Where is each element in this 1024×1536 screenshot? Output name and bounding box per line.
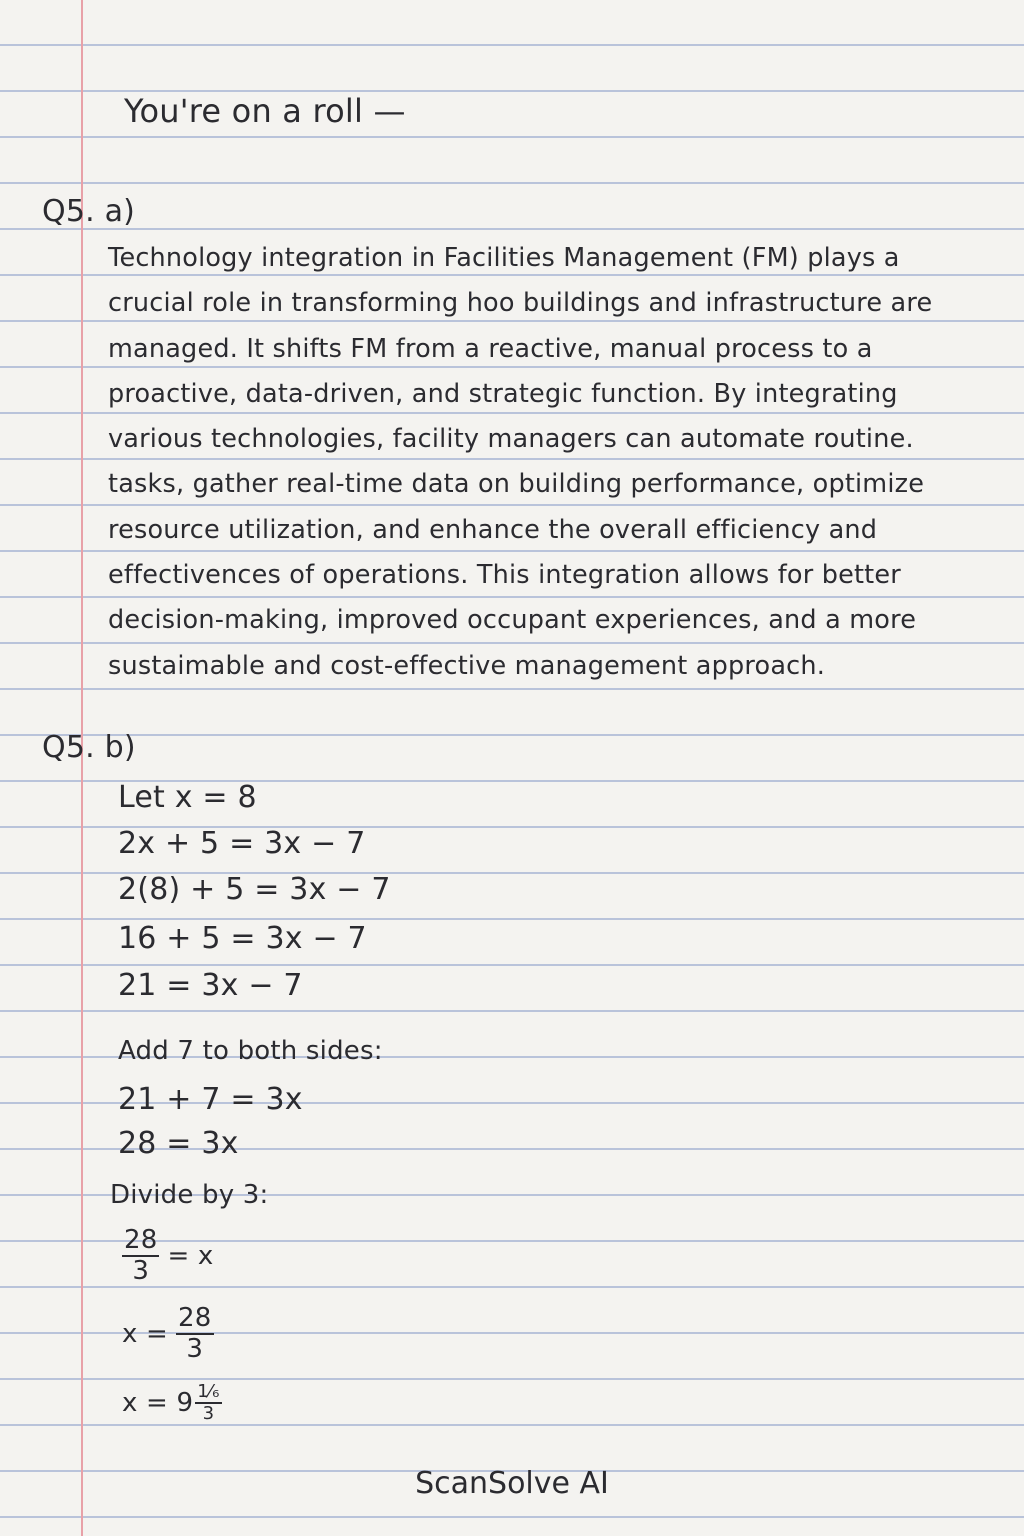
footer-brand: ScanSolve AI: [415, 1466, 609, 1501]
q5a-line: effectivences of operations. This integration allows for better: [108, 560, 901, 591]
math-step: 2(8) + 5 = 3x − 7: [118, 872, 391, 907]
q5a-line: various technologies, facility managers can automate routine.: [108, 424, 914, 455]
q5a-line: managed. It shifts FM from a reactive, manual process to a: [108, 333, 873, 364]
q5a-line: decision-making, improved occupant experiences, and a more: [108, 605, 917, 636]
divide-note: Divide by 3:: [110, 1180, 269, 1210]
fraction-denominator: 3: [202, 1402, 215, 1424]
math-step: 28 = 3x: [118, 1126, 239, 1161]
header-note: You're on a roll —: [124, 92, 406, 130]
q5b-label: Q5. b): [42, 730, 136, 765]
margin-line: [81, 0, 83, 1536]
math-step: Let x = 8: [118, 780, 257, 815]
fraction-lhs: x =: [122, 1318, 169, 1349]
math-step: 2x + 5 = 3x − 7: [118, 826, 366, 861]
fraction-denominator: 3: [186, 1333, 204, 1364]
math-step: 21 + 7 = 3x: [118, 1082, 303, 1117]
q5a-line: crucial role in transforming hoo buildings and infrastructure are: [108, 288, 933, 319]
fraction-numerator: 1⁄₆: [197, 1381, 220, 1402]
q5a-line: Technology integration in Facilities Management (FM) plays a: [108, 243, 900, 273]
q5a-line: sustaimable and cost-effective management approach.: [108, 650, 826, 681]
q5a-line: tasks, gather real-time data on building performance, optimize: [108, 469, 925, 500]
fraction-step: [122, 1382, 222, 1424]
fraction-step: [122, 1304, 214, 1363]
q5a-label: Q5. a): [42, 194, 136, 229]
math-step: 16 + 5 = 3x − 7: [118, 921, 367, 956]
q5a-answer: [108, 236, 958, 689]
fraction-numerator: 28: [124, 1225, 158, 1255]
q5a-line: proactive, data-driven, and strategic function. By integrating: [108, 378, 898, 409]
fraction-step: [122, 1226, 222, 1285]
math-step: 21 = 3x − 7: [118, 968, 303, 1003]
fraction-numerator: 28: [178, 1303, 212, 1333]
add-note: Add 7 to both sides:: [118, 1036, 383, 1066]
fraction-rhs: = x: [167, 1240, 214, 1271]
fraction-lhs: x = 9: [122, 1387, 194, 1418]
q5a-line: resource utilization, and enhance the overall efficiency and: [108, 514, 878, 545]
fraction-denominator: 3: [132, 1255, 150, 1286]
